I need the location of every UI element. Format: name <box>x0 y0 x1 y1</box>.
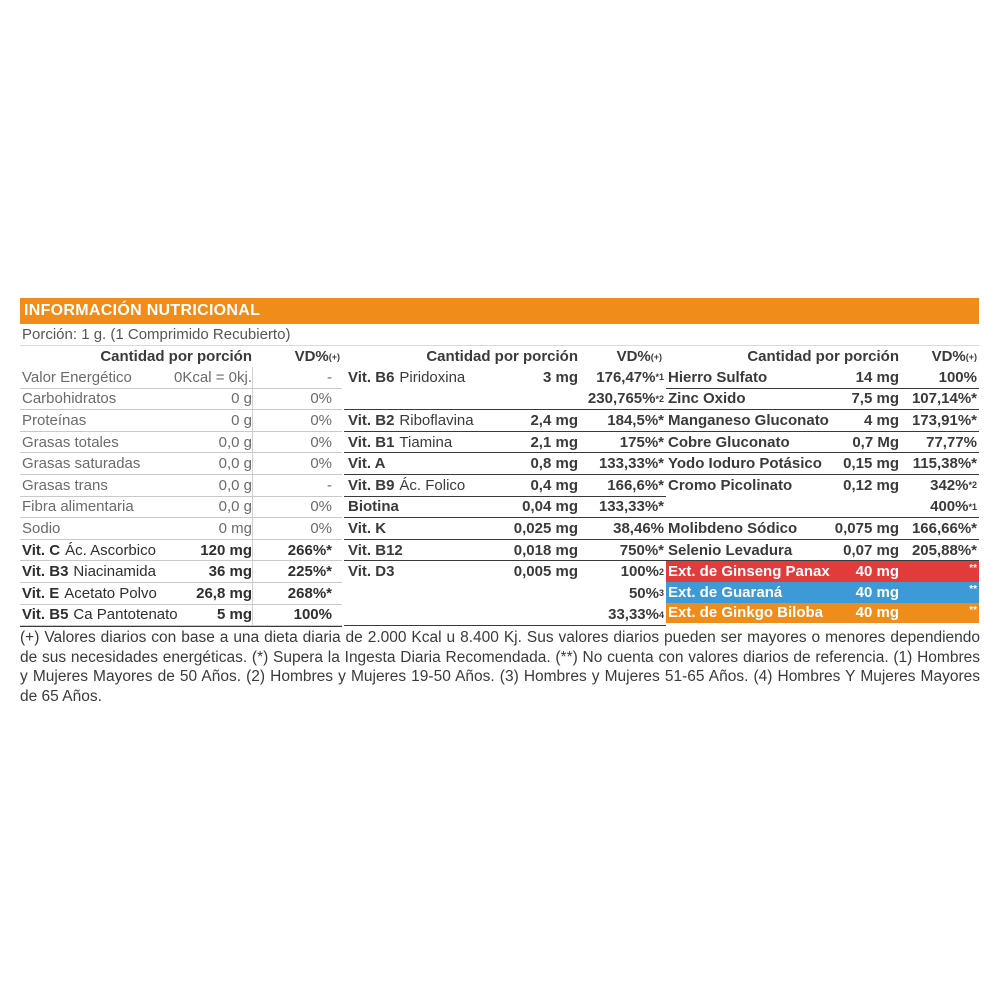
table-row <box>344 410 666 432</box>
nutrient-name: Cromo Picolinato <box>668 476 793 494</box>
panel-title: INFORMACIÓN NUTRICIONAL <box>20 298 979 324</box>
column-minerals <box>666 346 979 627</box>
vd-value: 133,33%* <box>598 455 664 473</box>
vd-header: VD% (+) <box>931 348 977 365</box>
table-row <box>344 540 666 562</box>
nutrient-qty: 0,7 Mg <box>852 433 899 451</box>
table-row <box>666 540 979 562</box>
nutrient-name <box>344 432 524 453</box>
extract-name: Ext. de Guaraná <box>668 583 783 601</box>
nutrient-detail: Tiamina <box>399 433 453 451</box>
nutrient-vd <box>578 497 666 518</box>
nutrient-vd <box>578 518 666 539</box>
nutrient-detail: Niacinamida <box>73 563 156 581</box>
table-row <box>666 518 979 540</box>
table-row <box>20 583 342 605</box>
nutrient-qty <box>524 605 578 626</box>
nutrient-name <box>344 389 524 410</box>
nutrient-qty: 0 g <box>231 390 252 408</box>
nutrient-vd: 100% 2 <box>620 563 664 581</box>
nutrient-label: Vit. B3 <box>22 563 69 581</box>
vd-value: 175%* <box>619 433 664 451</box>
table-row <box>344 518 666 540</box>
nutrient-name: Fibra alimentaria <box>22 498 134 516</box>
nutrient-qty: 0,018 mg <box>513 541 578 559</box>
nutrient-name <box>344 410 524 431</box>
table-row <box>666 453 979 475</box>
vd-value: 115,38%* <box>912 455 977 473</box>
nutrient-name <box>20 583 202 604</box>
vd-value: 184,5%* <box>607 411 664 429</box>
table-row <box>344 432 666 454</box>
nutrient-qty <box>524 583 578 604</box>
nutrient-qty: 26,8 mg <box>196 584 252 602</box>
nutrient-qty: 7,5 mg <box>851 390 899 408</box>
nutrient-vd <box>578 540 666 561</box>
nutrient-qty: 2,4 mg <box>530 411 578 429</box>
column-vitamins <box>344 346 666 627</box>
vd-value: 33,33% <box>608 606 659 624</box>
nutrient-qty: 0 g <box>231 411 252 429</box>
table-row <box>20 389 342 411</box>
vd-value: 230,765% <box>587 390 656 408</box>
vd-value: 100% <box>620 563 659 581</box>
qty-header: Cantidad por porción <box>747 348 899 365</box>
table-row <box>666 389 979 411</box>
extract-vd: ** <box>969 604 977 616</box>
vd-value: 400% <box>930 498 969 516</box>
nutrient-vd <box>899 432 979 453</box>
nutrient-label: Vit. A <box>348 455 386 473</box>
nutrient-name <box>344 540 524 561</box>
table-row <box>344 605 666 627</box>
nutrient-vd <box>899 389 979 410</box>
nutrient-qty: 0,0 g <box>218 498 252 516</box>
nutrient-vd: 268%* <box>252 583 334 604</box>
nutrient-vd <box>899 410 979 431</box>
nutrition-panel <box>20 298 979 627</box>
table-bottom-line <box>20 626 342 627</box>
vd-value: 100% <box>938 368 977 386</box>
nutrient-name: Molibdeno Sódico <box>668 519 798 537</box>
nutrient-label: Vit. B2 <box>348 411 395 429</box>
table-row <box>20 432 342 454</box>
nutrient-vd <box>899 453 979 474</box>
vd-value: 205,88%* <box>911 541 977 559</box>
nutrient-label: Vit. B5 <box>22 606 69 624</box>
extract-qty: 40 mg <box>855 604 899 622</box>
table-row <box>666 432 979 454</box>
nutrient-vd <box>899 540 979 561</box>
table-row <box>20 410 342 432</box>
nutrient-qty: 0,0 g <box>218 455 252 473</box>
nutrient-name: Grasas totales <box>22 433 119 451</box>
nutrient-vd <box>578 432 666 453</box>
table-row <box>20 518 342 540</box>
nutrient-vd: 342% *2 <box>930 476 977 494</box>
nutrient-name: Selenio Levadura <box>668 541 793 559</box>
table-row <box>20 367 342 389</box>
table-row <box>20 475 342 497</box>
nutrient-qty: 0,0 g <box>218 476 252 494</box>
nutrient-detail: Ác. Ascorbico <box>65 541 156 559</box>
nutrient-vd <box>578 410 666 431</box>
nutrient-name: Yodo Ioduro Potásico <box>668 455 822 473</box>
extract-vd: ** <box>969 583 977 595</box>
extract-row <box>666 582 979 603</box>
nutrient-detail: Ác. Folico <box>399 476 466 494</box>
nutrient-qty: 0,0 g <box>218 433 252 451</box>
table-row <box>666 410 979 432</box>
nutrient-qty: 14 mg <box>855 368 899 386</box>
extract-vd: ** <box>969 563 977 575</box>
nutrient-qty: 0,4 mg <box>530 476 578 494</box>
nutrient-label: Vit. E <box>22 584 60 602</box>
nutrient-vd <box>578 475 666 496</box>
table-row <box>344 497 666 519</box>
nutrient-qty <box>851 497 899 518</box>
nutrient-name <box>666 497 851 518</box>
nutrient-name <box>344 583 524 604</box>
qty-header: Cantidad por porción <box>426 348 578 365</box>
vd-value: 342% <box>930 476 969 494</box>
nutrient-name: Proteínas <box>22 411 87 429</box>
nutrient-name <box>344 561 524 582</box>
nutrient-name <box>20 605 202 626</box>
nutrient-vd: 33,33% 4 <box>608 606 664 624</box>
table-row <box>20 540 342 562</box>
column-header <box>344 346 666 367</box>
table-row <box>666 367 979 389</box>
nutrient-detail: Riboflavina <box>399 411 474 429</box>
nutrient-qty: 36 mg <box>208 563 252 581</box>
table-row <box>666 475 979 497</box>
nutrient-vd: 176,47% *1 <box>596 368 664 386</box>
nutrient-name: Grasas trans <box>22 476 108 494</box>
nutrient-label: Vit. K <box>348 519 387 537</box>
nutrient-qty: 0,04 mg <box>522 498 578 516</box>
table-row <box>344 475 666 497</box>
footnote: (+) Valores diarios con base a una dieta diaria de 2.000 Kcal u 8.400 Kj. Sus valores diarios pueden ser mayores o menores dependiendo de sus necesidades energéticas. (*) Supera la Ingesta Diaria Recomendada. (**) No cuenta con valores diarios de referencia. (1) Hombres y Mujeres Mayores de 50 Años. (2) Hombres y Mujeres 19-50 Años. (3) Hombres y Mujeres 51-65 Años. (4) Hombres Y Mujeres Mayores de 65 Años. <box>20 629 980 705</box>
nutrient-vd: 400% *1 <box>930 498 977 516</box>
table-row <box>344 389 666 411</box>
vd-value: 166,66%* <box>911 519 977 537</box>
nutrient-vd <box>899 518 979 539</box>
vd-value: 38,46% <box>613 519 664 537</box>
extract-qty: 40 mg <box>855 583 899 601</box>
nutrient-qty: 0,12 mg <box>843 476 899 494</box>
nutrient-detail: Ca Pantotenato <box>73 606 178 624</box>
vd-header: VD% (+) <box>616 348 662 365</box>
nutrient-label: Vit. B1 <box>348 433 395 451</box>
nutrient-qty: 120 mg <box>200 541 252 559</box>
nutrient-qty: 2,1 mg <box>530 433 578 451</box>
nutrient-name <box>344 605 524 626</box>
extract-row <box>666 561 979 582</box>
nutrient-vd: - <box>252 475 334 496</box>
nutrient-label: Vit. C <box>22 541 61 559</box>
nutrient-vd: 100% <box>252 605 334 626</box>
nutrient-detail: Piridoxina <box>399 368 466 386</box>
table-row <box>20 453 342 475</box>
nutrient-qty: 0Kcal = 0kj. <box>174 368 252 386</box>
nutrient-label: Vit. D3 <box>348 563 395 581</box>
nutrient-name: Manganeso Gluconato <box>668 411 829 429</box>
table-columns <box>20 346 979 627</box>
extract-row <box>666 603 979 624</box>
nutrient-detail: Acetato Polvo <box>64 584 157 602</box>
nutrient-qty: 0,15 mg <box>843 455 899 473</box>
nutrient-name <box>20 561 202 582</box>
table-row <box>20 605 342 627</box>
nutrient-vd <box>899 367 979 388</box>
nutrient-vd: 0% <box>252 518 334 539</box>
nutrient-qty: 0,07 mg <box>843 541 899 559</box>
nutrient-vd: 230,765% *2 <box>587 390 664 408</box>
nutrient-name <box>344 475 524 496</box>
nutrient-qty: 0,8 mg <box>530 455 578 473</box>
nutrient-name <box>344 453 524 474</box>
vd-value: 750%* <box>619 541 664 559</box>
nutrient-label: Vit. B9 <box>348 476 395 494</box>
table-row <box>666 497 979 519</box>
nutrient-qty: 3 mg <box>542 368 578 386</box>
nutrient-vd: 0% <box>252 453 334 474</box>
column-header <box>666 346 979 367</box>
nutrient-vd: 0% <box>252 389 334 410</box>
nutrient-qty: 4 mg <box>863 411 899 429</box>
nutrient-label: Vit. B12 <box>348 541 403 559</box>
table-row <box>344 367 666 389</box>
vd-value: 166,6%* <box>607 476 664 494</box>
vd-value: 176,47% <box>596 368 656 386</box>
nutrient-name: Valor Energético <box>22 368 132 386</box>
nutrient-vd: 0% <box>252 432 334 453</box>
nutrient-name <box>344 497 524 518</box>
table-row <box>20 561 342 583</box>
column-header <box>20 346 342 367</box>
nutrient-qty: 5 mg <box>216 606 252 624</box>
nutrient-qty: 0,025 mg <box>513 519 578 537</box>
nutrient-vd: 266%* <box>252 540 334 561</box>
nutrient-vd: - <box>252 367 334 388</box>
nutrient-vd: 50% 3 <box>628 584 664 602</box>
table-row <box>344 561 666 583</box>
table-row <box>344 583 666 605</box>
nutrient-vd: 0% <box>252 410 334 431</box>
nutrient-name: Grasas saturadas <box>22 455 141 473</box>
nutrient-name: Carbohidratos <box>22 390 117 408</box>
nutrient-name <box>344 518 524 539</box>
extract-name: Ext. de Ginseng Panax <box>668 563 830 581</box>
nutrient-qty: 0,075 mg <box>834 519 899 537</box>
nutrient-name: Hierro Sulfato <box>668 368 768 386</box>
nutrient-vd: 0% <box>252 497 334 518</box>
table-row <box>344 453 666 475</box>
nutrient-name <box>20 540 202 561</box>
vd-value: 107,14%* <box>911 390 977 408</box>
extract-name: Ext. de Ginkgo Biloba <box>668 604 824 622</box>
vd-value: 77,77% <box>926 433 977 451</box>
nutrient-qty <box>524 389 578 410</box>
nutrient-qty: 0,005 mg <box>513 563 578 581</box>
portion-info: Porción: 1 g. (1 Comprimido Recubierto) <box>20 324 979 346</box>
vd-value: 173,91%* <box>911 411 977 429</box>
table-row <box>20 497 342 519</box>
nutrient-label: Vit. B6 <box>348 368 395 386</box>
qty-header: Cantidad por porción <box>100 348 252 365</box>
vd-value: 133,33%* <box>598 498 664 516</box>
nutrient-name: Sodio <box>22 519 61 537</box>
nutrient-name: Zinc Oxido <box>668 390 746 408</box>
nutrient-qty: 0 mg <box>218 519 252 537</box>
nutrient-name <box>344 367 524 388</box>
nutrient-vd <box>578 453 666 474</box>
nutrient-label: Biotina <box>348 498 399 516</box>
nutrient-name: Cobre Gluconato <box>668 433 790 451</box>
vd-value: 50% <box>628 584 659 602</box>
vd-header: VD% (+) <box>294 348 340 365</box>
nutrient-vd: 225%* <box>252 561 334 582</box>
extract-qty: 40 mg <box>855 563 899 581</box>
column-macros <box>20 346 342 627</box>
